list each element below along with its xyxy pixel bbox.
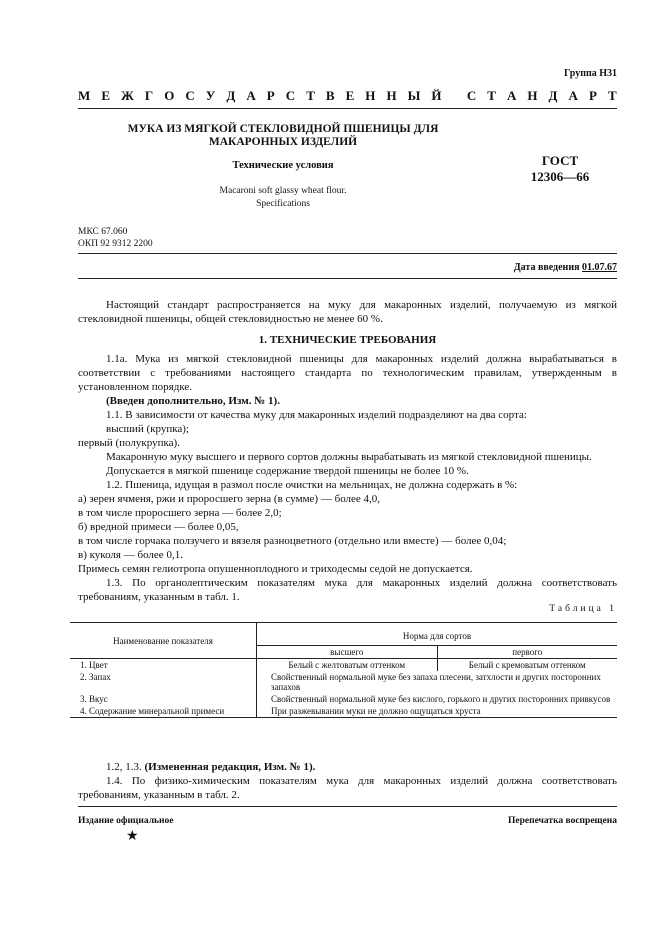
heading-letter: Т (487, 88, 496, 103)
edition-label: Издание официальное (78, 816, 174, 826)
classification-codes: МКС 67.060 ОКП 92 9312 2200 (78, 227, 153, 249)
heading-letter: У (205, 88, 216, 103)
after-table-text: 1.2, 1.3. (Измененная редакция, Изм. № 1). 1.4. По физико-химическим показателям мука для макаронных изделий должна соответствовать требованиям, указанным в табл. 2. (78, 761, 617, 801)
heading-letter: О (164, 88, 175, 103)
intro-paragraph: Настоящий стандарт распространяется на муку для макаронных изделий, получаемую из мягкой стекловидной пшеницы, общей стекловидностью не менее 60 %. (78, 299, 617, 325)
introduction-date: Дата введения 01.07.67 (513, 262, 617, 273)
heading-letter: С (466, 88, 477, 103)
table-row: 3. Вкус Свойственный нормальной муке без кислого, горького и других посторонних привкусов (70, 693, 617, 705)
date-rule (78, 278, 617, 279)
table-organoleptic (70, 622, 617, 718)
table-header-high: высшего (257, 646, 438, 659)
header-rule (78, 108, 617, 109)
heading-letter: А (506, 88, 517, 103)
table-header-norm: Норма для сортов (257, 623, 618, 646)
table-header-first: первого (437, 646, 617, 659)
heading-letter: А (246, 88, 256, 103)
heading-letter: А (568, 88, 578, 103)
interstate-standard-heading (78, 88, 617, 104)
document-title: МУКА ИЗ МЯГКОЙ СТЕКЛОВИДНОЙ ПШЕНИЦЫ ДЛЯ МАКАРОННЫХ ИЗДЕЛИЙ (127, 123, 439, 148)
table-header-name: Наименование показателя (70, 623, 257, 659)
heading-letter: Н (386, 88, 397, 103)
heading-letter: Е (101, 88, 110, 103)
table-caption: Таблица 1 (549, 604, 617, 614)
heading-letter: Й (431, 88, 442, 103)
heading-letter: Е (345, 88, 355, 103)
heading-letter (453, 88, 456, 104)
reprint-notice: Перепечатка воспрещена (507, 816, 617, 826)
heading-letter: Р (588, 88, 597, 103)
heading-letter: Н (527, 88, 538, 103)
gost-number: ГОСТ 12306—66 (530, 153, 590, 184)
heading-letter: Т (607, 88, 617, 103)
english-title: Macaroni soft glassy wheat flour. Specifications (219, 186, 347, 209)
group-label: Группа Н31 (564, 68, 617, 79)
heading-letter: Г (144, 88, 154, 103)
heading-letter: С (285, 88, 296, 103)
heading-letter: М (78, 88, 91, 103)
table-row: 2. Запах Свойственный нормальной муке без запаха плесени, затхлости и других посторонних запахов (70, 671, 617, 693)
heading-letter: В (325, 88, 335, 103)
heading-letter: С (185, 88, 195, 103)
heading-letter: Р (266, 88, 275, 103)
heading-letter: Д (548, 88, 558, 103)
table-row: 4. Содержание минеральной примеси При разжевывании муки не должно ощущаться хруста (70, 705, 617, 718)
codes-rule (78, 253, 617, 254)
heading-letter: Т (306, 88, 315, 103)
heading-letter: Д (226, 88, 236, 103)
heading-letter: Н (365, 88, 376, 103)
heading-letter: Ы (407, 88, 421, 103)
heading-letter: Ж (121, 88, 134, 103)
table-row: 1. Цвет Белый с желтоватым оттенком Белый с кремоватым оттенком (70, 659, 617, 672)
requirements-text: 1.1а. Мука из мягкой стекловидной пшеницы для макаронных изделий должна вырабатываться в соответствии с требованиями настоящего стандарта по технологическим правилам, утвержденным в установленном порядке. (Введен дополнительно, Изм. № 1). 1.1. В зависимости от качества муку для макаронных изделий подразделяют на два сорта: высший (крупка); первый (полукрупка). Макаронную муку высшего и первого сортов должны вырабатывать из мягкой стекловидной пшеницы. Допускается в мягкой пшенице содержание твердой пшеницы не более 10 %. 1.2. Пшеница, идущая в размол после очистки на мельницах, не должна содержать в %: а) зерен ячменя, ржи и проросшего зерна (в сумме) — более 4,0, в том числе проросшего зерна — более 2,0; б) вредной примеси — более 0,05, в том числе горчака ползучего и вязеля разноцветного (отдельно или вместе) — более 0,04; в) куколя — более 0,1. Примесь семян гелиотропа опушенноплодного и триходесмы седой не допускается. 1.3. По органолептическим показателям мука для макаронных изделий должна соответствовать требованиям, указанным в табл. 1. (78, 353, 617, 603)
footer-rule (78, 806, 617, 807)
section-heading: 1. ТЕХНИЧЕСКИЕ ТРЕБОВАНИЯ (258, 334, 437, 346)
document-subtitle: Технические условия (232, 160, 334, 171)
star-icon: ★ (126, 829, 139, 844)
